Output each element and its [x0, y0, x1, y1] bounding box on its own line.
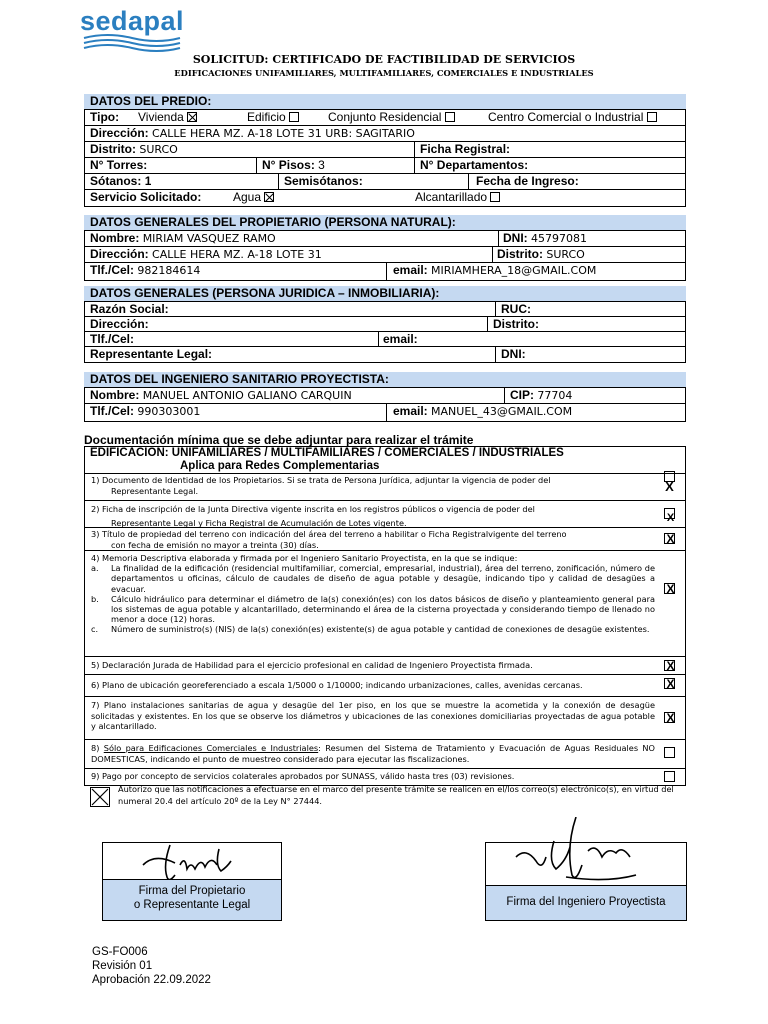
doc-subheader-line: Aplica para Redes Complementarias [180, 459, 380, 472]
form-title: SOLICITUD: CERTIFICADO DE FACTIBILIDAD DE SERVICIOS [192, 53, 576, 66]
ing-cip-value[interactable]: 77704 [537, 389, 573, 402]
doc-item-8-checkbox[interactable] [664, 747, 675, 758]
autorizo-x-mark [91, 788, 109, 806]
agua-checkbox[interactable] [264, 192, 274, 202]
direccion-label: Dirección: [90, 126, 149, 140]
ficha-registral-label[interactable]: Ficha Registral: [420, 142, 511, 156]
tipo-conjunto[interactable]: Conjunto Residencial [328, 110, 455, 125]
ing-tlf-label: Tlf./Cel: [90, 404, 134, 418]
prop-email-label: email: [393, 263, 428, 277]
predio-servicio-row [85, 190, 685, 206]
section-header-predio: DATOS DEL PREDIO: [84, 94, 686, 109]
predio-sotanos-row [85, 174, 685, 190]
firma-propietario-box[interactable] [102, 842, 282, 921]
footer-code: GS-FO006 [92, 946, 148, 958]
doc-item-1-mark: X [665, 479, 674, 494]
doc-item-8: 8) Sólo para Edificaciones Comerciales e Industriales: Resumen del Sistema de Tratamiento y Evacuación de Aguas Residuales NO DOMESTICAS, indicando el punto de muestreo considerado para ejecutar las fiscalizaciones. [85, 740, 685, 769]
firma-ingeniero-box[interactable] [485, 842, 687, 921]
semisotanos-label[interactable]: Semisótanos: [284, 174, 363, 188]
propietario-signature [135, 835, 245, 885]
prop-direccion-value[interactable]: CALLE HERA MZ. A-18 LOTE 31 [152, 248, 322, 261]
propietario-table [84, 230, 686, 281]
doc-item-9: 9) Pago por concepto de servicios colaterales aprobados por SUNASS, válido hasta tres (03) revisiones. [85, 769, 685, 785]
doc-item-1: 1) Documento de Identidad de los Propietarios. Si se trata de Persona Jurídica, adjuntar la vigencia de poder del Representante Legal. X [85, 474, 685, 501]
prop-tlf-value[interactable]: 982184614 [137, 264, 201, 277]
ing-nombre-label: Nombre: [90, 388, 140, 402]
predio-table [84, 109, 686, 207]
doc-table-header [85, 447, 685, 474]
prop-nombre-value[interactable]: MIRIAM VASQUEZ RAMO [142, 232, 276, 245]
autorizo-checkbox[interactable] [90, 787, 110, 807]
form-subtitle: EDIFICACIONES UNIFAMILIARES, MULTIFAMILIARES, COMERCIALES E INDUSTRIALES [174, 68, 594, 78]
direccion-value[interactable]: CALLE HERA MZ. A-18 LOTE 31 URB: SAGITARIO [152, 127, 415, 140]
servicio-alcantarillado[interactable]: Alcantarillado [415, 190, 500, 206]
footer-revision: Revisión 01 [92, 960, 153, 972]
prop-distrito-value[interactable]: SURCO [546, 248, 585, 261]
alcantarillado-checkbox[interactable] [490, 192, 500, 202]
documentacion-table [84, 446, 686, 786]
doc-item-4-checkbox[interactable]: X [664, 583, 675, 594]
predio-direccion-row [85, 126, 685, 142]
doc-header-line: EDIFICACION: UNIFAMILIARES / MULTIFAMILIARES / COMERCIALES / INDUSTRIALES [90, 447, 564, 459]
doc-item-2-checkbox[interactable]: X [664, 508, 675, 519]
distrito-value[interactable]: SURCO [139, 143, 178, 156]
prop-direccion-label: Dirección: [90, 247, 149, 261]
ing-cip-label: CIP: [510, 388, 534, 402]
distrito-label: Distrito: [90, 142, 136, 156]
doc-item-5-checkbox[interactable]: X [664, 660, 675, 671]
logo-waves-icon [82, 32, 182, 52]
doc-item-4: 4) Memoria Descriptiva elaborada y firmada por el Ingeniero Sanitario Proyectista, en la que se indique: a. La finalidad de la edificación (residencial multifamiliar, comercial, empresarial, industrial), área del terreno, zonificación, número de departamentos u oficinas, cálculo de caudales de diseño de agua potable y desagüe, indicando tipo y calidad de desagües a evacuar. b. Cálculo hidráulico para determinar el diámetro de la(s) conexión(es) con los datos básicos de diseño y planteamiento general para los sistemas de agua potable y alcantarillado, determinando el área de la cisterna proyectada y considerando tiempo de llenado no menor a doce (12) horas. c. Número de suministro(s) (NIS) de la(s) conexión(es) existente(s) de agua potable y cantidad de conexiones de desagüe existentes. X [85, 551, 685, 657]
doc-item-3-checkbox[interactable]: X [664, 533, 675, 544]
tipo-label: Tipo: [90, 110, 120, 124]
pisos-value[interactable]: 3 [318, 158, 325, 172]
predio-tipo-row [85, 110, 685, 126]
edificio-checkbox[interactable] [289, 112, 299, 122]
section-header-propietario: DATOS GENERALES DEL PROPIETARIO (PERSONA NATURAL): [84, 215, 686, 230]
firma-propietario-caption: Firma del Propietario o Representante Legal [103, 879, 281, 920]
torres-label[interactable]: N° Torres: [90, 158, 148, 172]
prop-dni-label: DNI: [503, 231, 528, 245]
doc-item-6-checkbox[interactable]: X [664, 678, 675, 689]
doc-item-2: 2) Ficha de inscripción de la Junta Directiva vigente inscrita en los registros públicos o vigencia de poder del Representante Legal y Ficha Registral de Acumulación de Lotes vigente. X [85, 501, 685, 528]
conjunto-checkbox[interactable] [445, 112, 455, 122]
fecha-ingreso-label[interactable]: Fecha de Ingreso: [476, 174, 579, 188]
prop-email-value[interactable]: MIRIAMHERA_18@GMAIL.COM [431, 264, 597, 277]
tipo-centro[interactable]: Centro Comercial o Industrial [488, 110, 657, 125]
doc-item-6: 6) Plano de ubicación georeferenciado a escala 1/5000 o 1/10000; indicando urbanizaciones, calles, avenidas cercanas. X [85, 675, 685, 697]
ing-nombre-value[interactable]: MANUEL ANTONIO GALIANO CARQUIN [142, 389, 352, 402]
ruc-label[interactable]: RUC: [501, 302, 531, 316]
section-header-ingeniero: DATOS DEL INGENIERO SANITARIO PROYECTISTA: [84, 372, 686, 387]
predio-torres-row [85, 158, 685, 174]
predio-distrito-row [85, 142, 685, 158]
ing-tlf-value[interactable]: 990303001 [137, 405, 201, 418]
sotanos-label: Sótanos: [90, 174, 142, 188]
section-header-juridica: DATOS GENERALES (PERSONA JURIDICA – INMOBILIARIA): [84, 286, 686, 301]
prop-tlf-label: Tlf./Cel: [90, 263, 134, 277]
servicio-label: Servicio Solicitado: [90, 190, 202, 204]
doc-item-9-checkbox[interactable] [664, 771, 675, 782]
jur-direccion-label[interactable]: Dirección: [90, 317, 149, 331]
autorizo-text: Autorizo que las notificaciones a efectuarse en el marco del presente trámite se realicen en el/los correo(s) electrónico(s), en virtud del numeral 20.4 del artículo 20º de la Ley N° 27444. [118, 784, 674, 806]
prop-dni-value[interactable]: 45797081 [531, 232, 588, 245]
vivienda-checkbox[interactable] [187, 112, 197, 122]
doc-item-5: 5) Declaración Jurada de Habilidad para el ejercicio profesional en calidad de Ingeniero Proyectista firmada. X [85, 657, 685, 675]
ingeniero-table [84, 387, 686, 422]
jur-email-label[interactable]: email: [383, 332, 418, 346]
jur-dni-label[interactable]: DNI: [501, 347, 526, 361]
doc-item-7-checkbox[interactable]: X [664, 712, 675, 723]
tipo-edificio[interactable]: Edificio [247, 110, 299, 125]
jur-tlf-label[interactable]: Tlf./Cel: [90, 332, 134, 346]
ingeniero-signature [506, 817, 646, 887]
doc-item-3: 3) Título de propiedad del terreno con indicación del área del terreno a habilitar o Ficha Registralvigente del terreno con fecha de emisión no mayor a treinta (30) días. X [85, 528, 685, 551]
form-footer [92, 945, 211, 987]
representante-label[interactable]: Representante Legal: [90, 347, 213, 361]
prop-distrito-label: Distrito: [497, 247, 543, 261]
departamentos-label[interactable]: N° Departamentos: [420, 158, 529, 172]
servicio-agua[interactable]: Agua [233, 190, 274, 206]
sotanos-value[interactable]: 1 [144, 174, 152, 188]
ing-email-value[interactable]: MANUEL_43@GMAIL.COM [431, 405, 573, 418]
razon-social-label[interactable]: Razón Social: [90, 302, 169, 316]
prop-nombre-label: Nombre: [90, 231, 140, 245]
footer-aprobacion: Aprobación 22.09.2022 [92, 974, 211, 986]
centro-checkbox[interactable] [647, 112, 657, 122]
juridica-table [84, 301, 686, 363]
doc-item-7: 7) Plano instalaciones sanitarias de agua y desagüe del 1er piso, en los que se muestre la acometida y la conexión de desagüe solicitadas y existentes. En los que se observe los diámetros y ubicaciones de las conexiones domiciliarias proyectadas de agua potable y alcantarillado. X [85, 697, 685, 740]
documentacion-title: Documentación mínima que se debe adjuntar para realizar el trámite [84, 433, 474, 447]
ing-email-label: email: [393, 404, 428, 418]
pisos-label: N° Pisos: [262, 158, 315, 172]
sedapal-logo: sedapal [80, 6, 185, 36]
firma-ingeniero-caption: Firma del Ingeniero Proyectista [486, 885, 686, 920]
jur-distrito-label[interactable]: Distrito: [493, 317, 539, 331]
tipo-vivienda[interactable]: Vivienda [138, 110, 197, 125]
